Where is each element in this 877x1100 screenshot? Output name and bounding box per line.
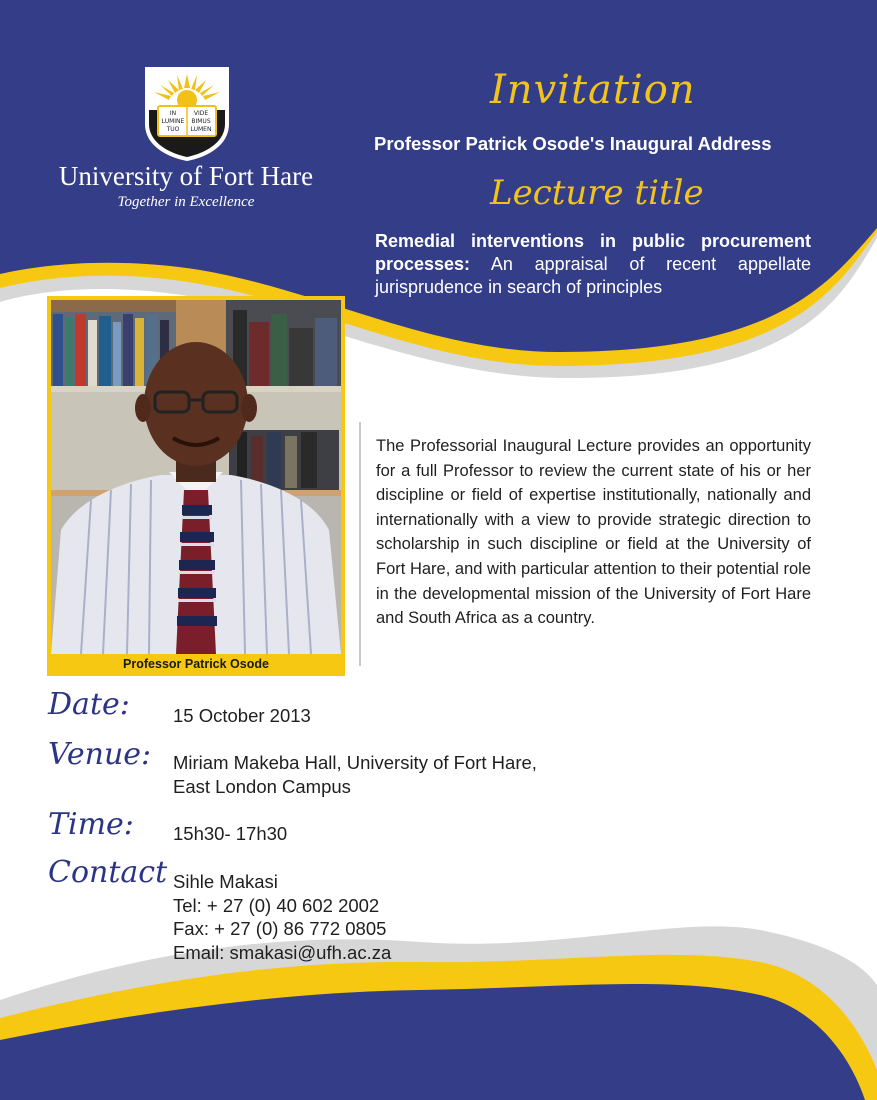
date-text: 15 October 2013 (173, 705, 311, 726)
time-text: 15h30- 17h30 (173, 823, 288, 844)
contact-email[interactable]: Email: smakasi@ufh.ac.za (173, 941, 392, 963)
motto-word: LUMINE (161, 118, 185, 125)
venue-line-1: Miriam Makeba Hall, University of Fort Hare, (173, 752, 537, 773)
lecture-description: The Professorial Inaugural Lecture provides an opportunity for a full Professor to review the current state of his or her discipline or field of expertise institutionally, nationally and internationally with a view to provide strategic direction to scholarship in such discipline or field at the University of Fort Hare, and with particular attention to their potential role in the developmental mission of the University of Fort Hare and South Africa as a country. (376, 437, 811, 628)
photo-caption: Professor Patrick Osode (123, 657, 269, 671)
date-value (173, 704, 311, 728)
motto-word: TUO (166, 126, 180, 133)
university-tagline: Together in Excellence (117, 194, 255, 210)
lecture-title-heading: Lecture title (490, 173, 704, 213)
motto-word: VIDE (193, 110, 209, 117)
address-title: Professor Patrick Osode's Inaugural Address (374, 133, 772, 154)
lecture-title-line: jurisprudence in search of principles (375, 277, 663, 297)
contact-label: Contact (48, 855, 168, 890)
motto-word: IN (169, 110, 177, 117)
invitation-heading: Invitation (490, 67, 696, 113)
date-label: Date: (48, 687, 130, 722)
university-name: University of Fort Hare (58, 161, 314, 191)
lecture-title-line (375, 230, 811, 276)
motto-word: BIMUS (191, 118, 211, 125)
contact-details (173, 870, 391, 964)
contact-fax: Fax: + 27 (0) 86 772 0805 (173, 918, 387, 939)
venue-label: Venue: (48, 737, 152, 772)
lecture-title (375, 230, 811, 299)
venue-line-2: East London Campus (173, 775, 351, 797)
venue-value (173, 751, 537, 798)
vertical-divider (359, 422, 361, 666)
professor-photo (51, 300, 341, 654)
contact-tel: Tel: + 27 (0) 40 602 2002 (173, 894, 380, 916)
lecture-title-rest: An appraisal of recent appellate (490, 254, 811, 274)
contact-name: Sihle Makasi (173, 871, 278, 892)
time-label: Time: (48, 807, 134, 842)
time-value (173, 822, 287, 846)
motto-word: LUMEN (190, 126, 212, 133)
lecture-title-bold: Remedial interventions in public procurement processes: (375, 231, 811, 274)
university-crest-logo (144, 66, 230, 162)
